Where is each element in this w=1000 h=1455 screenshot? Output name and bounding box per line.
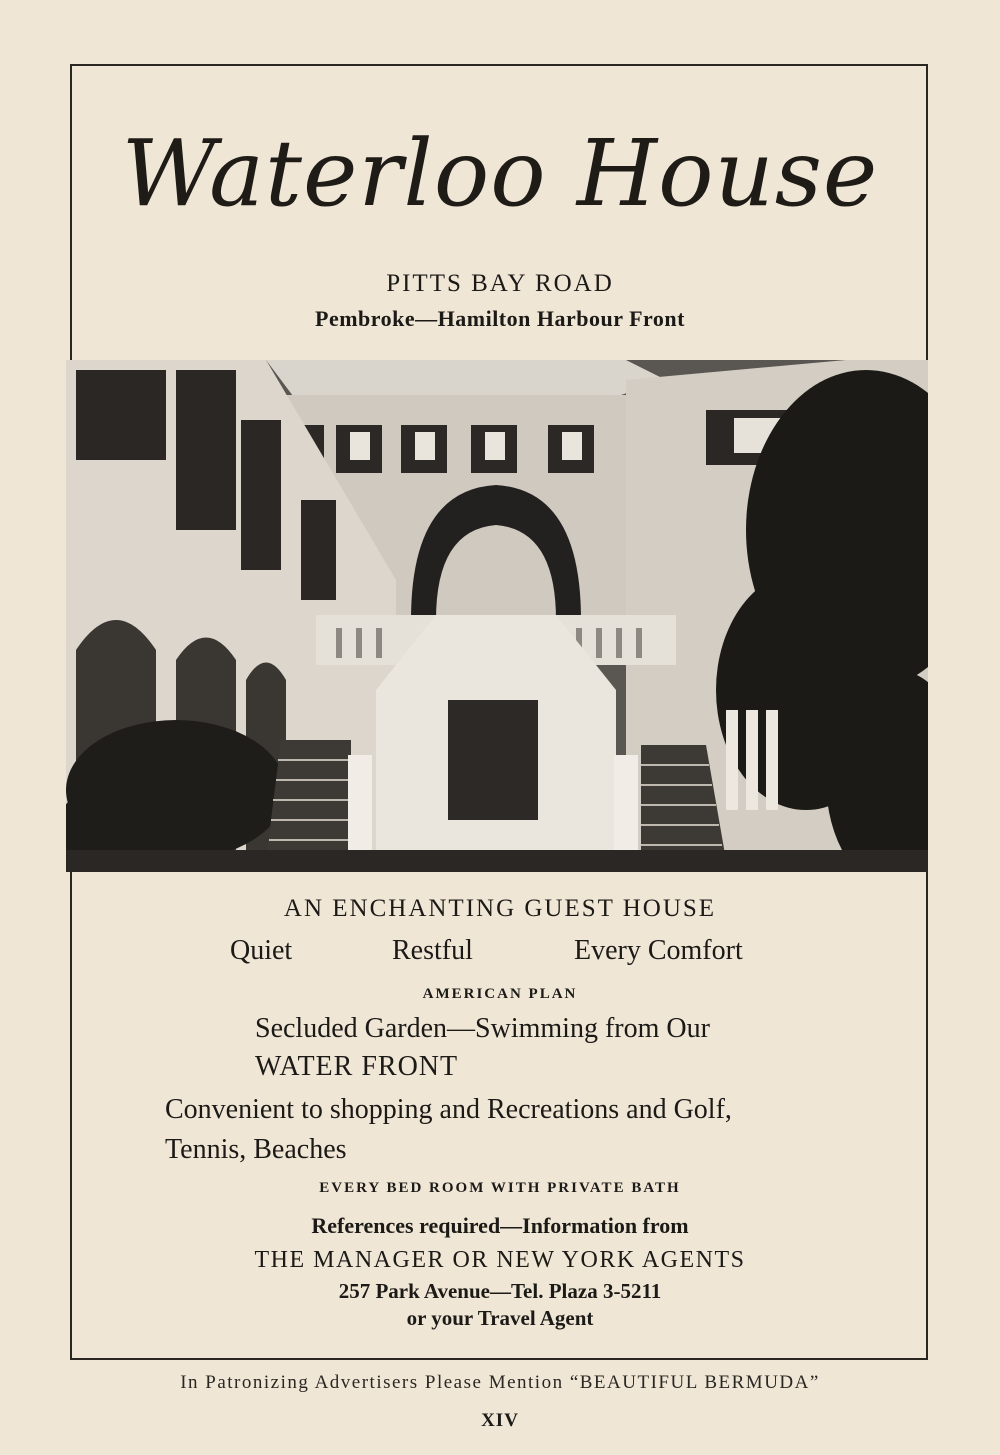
references-line: References required—Information from <box>311 1213 689 1238</box>
tennis-line: Tennis, Beaches <box>165 1134 347 1165</box>
locality-line: Pembroke—Hamilton Harbour Front <box>315 306 685 331</box>
page-number: XIV <box>481 1410 519 1431</box>
waterfront-line: WATER FRONT <box>255 1051 459 1082</box>
courtyard-photo <box>66 360 928 872</box>
footer-note: In Patronizing Advertisers Please Mention “BEAUTIFUL BERMUDA” <box>180 1372 820 1393</box>
travel-agent-line: or your Travel Agent <box>406 1306 594 1330</box>
subhead: AN ENCHANTING GUEST HOUSE <box>283 895 717 922</box>
feature-every-comfort: Every Comfort <box>574 935 743 966</box>
plan-line: AMERICAN PLAN <box>422 986 578 1002</box>
road-name: PITTS BAY ROAD <box>386 270 614 297</box>
garden-line: Secluded Garden—Swimming from Our <box>255 1013 710 1044</box>
convenient-line: Convenient to shopping and Recreations and Golf, <box>165 1094 732 1125</box>
bath-line: EVERY BED ROOM WITH PRIVATE BATH <box>319 1180 681 1196</box>
feature-restful: Restful <box>392 935 473 966</box>
manager-line: THE MANAGER OR NEW YORK AGENTS <box>254 1247 746 1273</box>
ad-title: Waterloo House <box>121 120 879 227</box>
address-line: 257 Park Avenue—Tel. Plaza 3-5211 <box>338 1279 662 1303</box>
feature-quiet: Quiet <box>230 935 293 966</box>
